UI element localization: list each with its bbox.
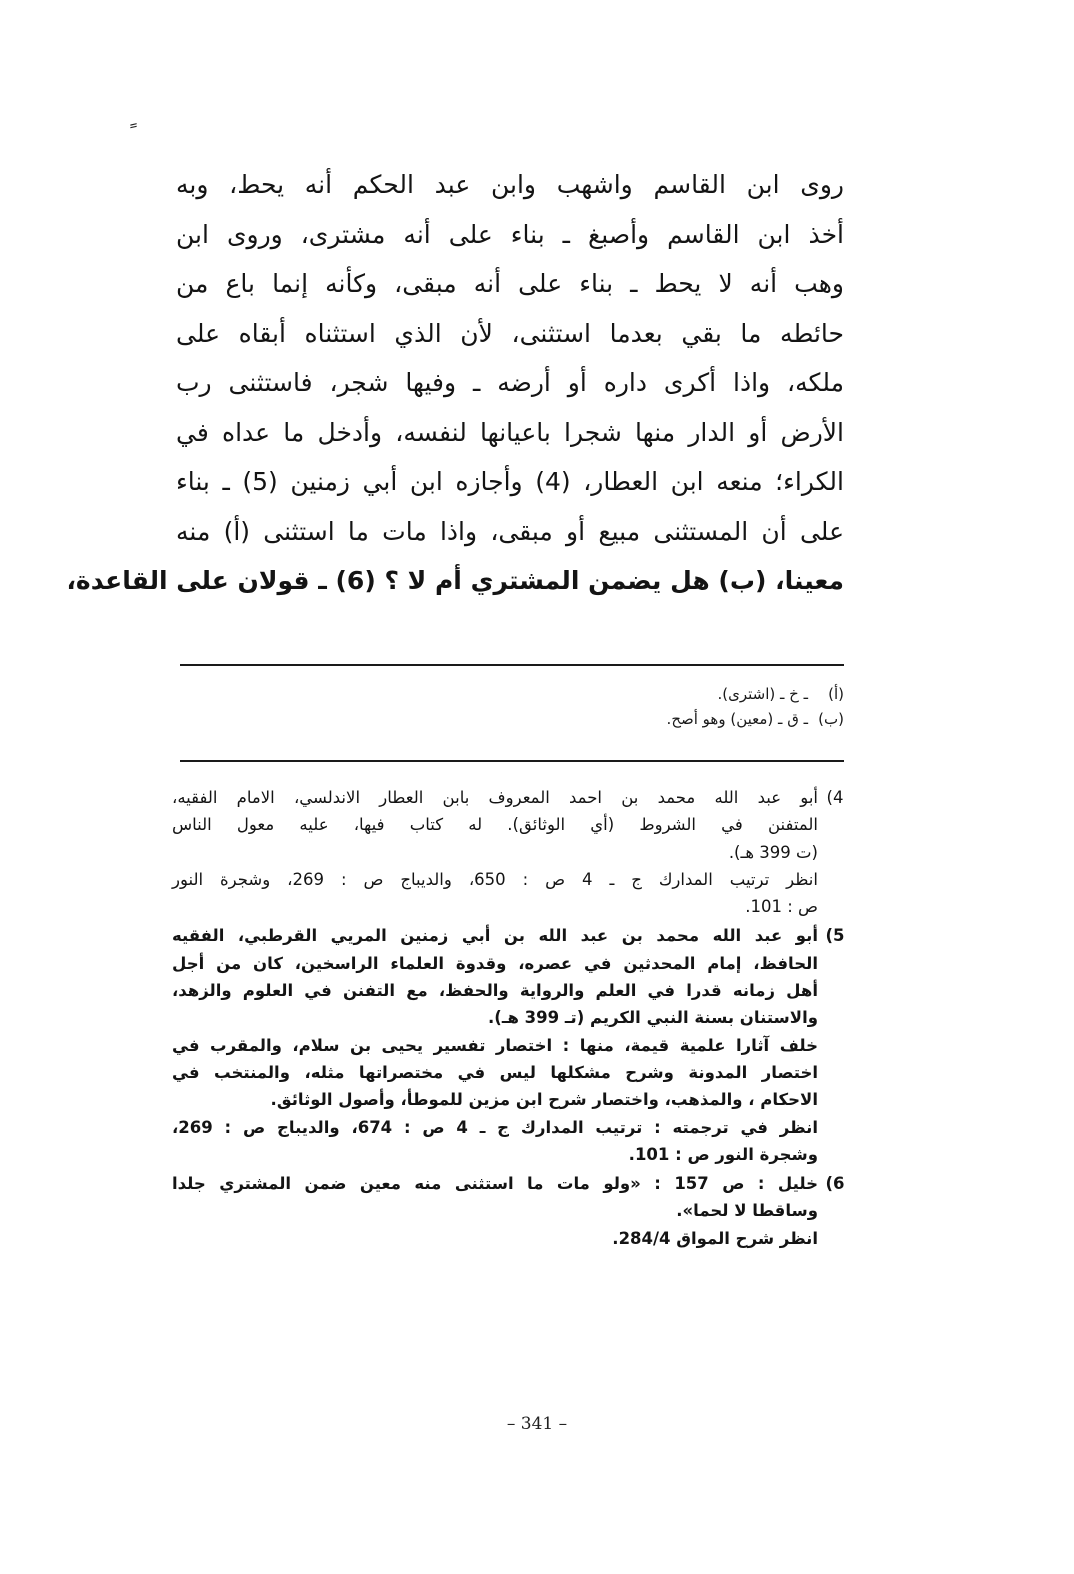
footnote-number: 5) [825,926,845,946]
footnote [172,922,852,1168]
variant-note [180,682,844,707]
footnote-line: انظر شرح المواق 284/4. [612,1228,818,1248]
footnote-line: أبو عبد الله محمد بن احمد المعروف بابن العطار الاندلسي، الامام الفقيه، [172,788,818,807]
main-line: أخذ ابن القاسم وأصبغ ـ بناء على أنه مشترى، وروى ابن [176,219,844,249]
main-text [66,160,844,606]
main-line: ملكه، واذا أكرى داره أو أرضه ـ وفيها شجر، فاستثنى رب [176,368,844,397]
footnote-number: 6) [825,1174,845,1194]
footnote [172,784,852,920]
main-line: الأرض أو الدار منها شجرا باعيانها لنفسه، وأدخل ما عداه في [176,417,844,447]
page-number: – 341 – [506,1414,568,1434]
footnote-number: 4) [826,788,844,807]
footnote-line: خلف آثارا علمية قيمة، منها : اختصار تفسير يحيى بن سلام، والمقرب في [172,1035,818,1055]
footnote-line: وشجرة النور ص : 101. [628,1144,818,1164]
footnote-line: انظر ترتيب المدارك ج ـ 4 ص : 650، والديباج ص : 269، وشجرة النور [172,869,818,889]
footnote-line: أهل زمانه قدرا في العلم والرواية والحفظ، مع التفنن في العلوم والزهد، [172,981,818,1001]
variant-note-marker: (أ) [828,685,844,703]
footnotes [172,784,852,1254]
footnote [172,1170,852,1252]
main-line: الكراء؛ منعه ابن العطار، (4) وأجازه ابن أبي زمنين (5) ـ بناء [176,467,844,496]
footnote-line: والاستنان بسنة النبي الكريم (تـ 399 هـ). [488,1008,818,1028]
footnote-body [172,922,818,1168]
main-line: معينا، (ب) هل يضمن المشتري أم لا ؟ (6) ـ قولان على القاعدة، [66,566,844,595]
separator-rule [180,664,844,666]
main-line: على أن المستثنى مبيع أو مبقى، واذا مات ما استثنى (أ) منه [176,516,844,546]
main-line: روى ابن القاسم واشهب وابن عبد الحكم أنه يحط، وبه [176,170,844,199]
footnote-line: انظر في ترجمته : ترتيب المدارك ج ـ 4 ص : 674، والديباج ص : 269، [172,1117,818,1137]
separator-rule [180,760,844,762]
main-line: حائطه ما بقي بعدما استثنى، لأن الذي استثناه أبقاه على [176,318,844,348]
footnote-body [172,784,818,920]
footnote-line: وساقطا لا لحما». [676,1201,818,1221]
variant-note-text: ـ ق ـ (معين) وهو أصح. [666,710,808,728]
variant-note [180,707,844,732]
footnote-line: (ت 399 هـ). [728,842,818,862]
footnote-line: أبو عبد الله محمد بن عبد الله بن أبي زمنين المريي القرطبي، الفقيه [172,926,818,946]
variant-note-marker: (ب) [818,710,844,728]
main-line: وهب أنه لا يحط ـ بناء على أنه مبقى، وكأنه إنما باع من [176,269,844,298]
footnote-line: الحافظ، إمام المحدثين في عصره، وقدوة العلماء الراسخين، كان من أجل [172,953,818,973]
footnote-line: الاحكام ، والمذهب، واختصار شرح ابن مزين للموطأ، وأصول الوثائق. [270,1090,818,1110]
footnote-line: خليل : ص 157 : «ولو مات ما استثنى منه معين ضمن المشتري جلدا [172,1174,818,1194]
footnote-line: اختصار المدونة وشرح مشكلها ليس في مختصراتها مثله، والمنتخب في [172,1062,818,1082]
variant-notes [180,682,844,732]
footnote-body [172,1170,818,1252]
variant-note-text: ـ خ ـ (اشترى). [717,685,808,703]
footnote-line: ص : 101. [745,897,818,917]
footnote-line: المتفنن في الشروط (أي الوثائق). له كتاب فيها، عليه معول الناس [172,815,818,835]
